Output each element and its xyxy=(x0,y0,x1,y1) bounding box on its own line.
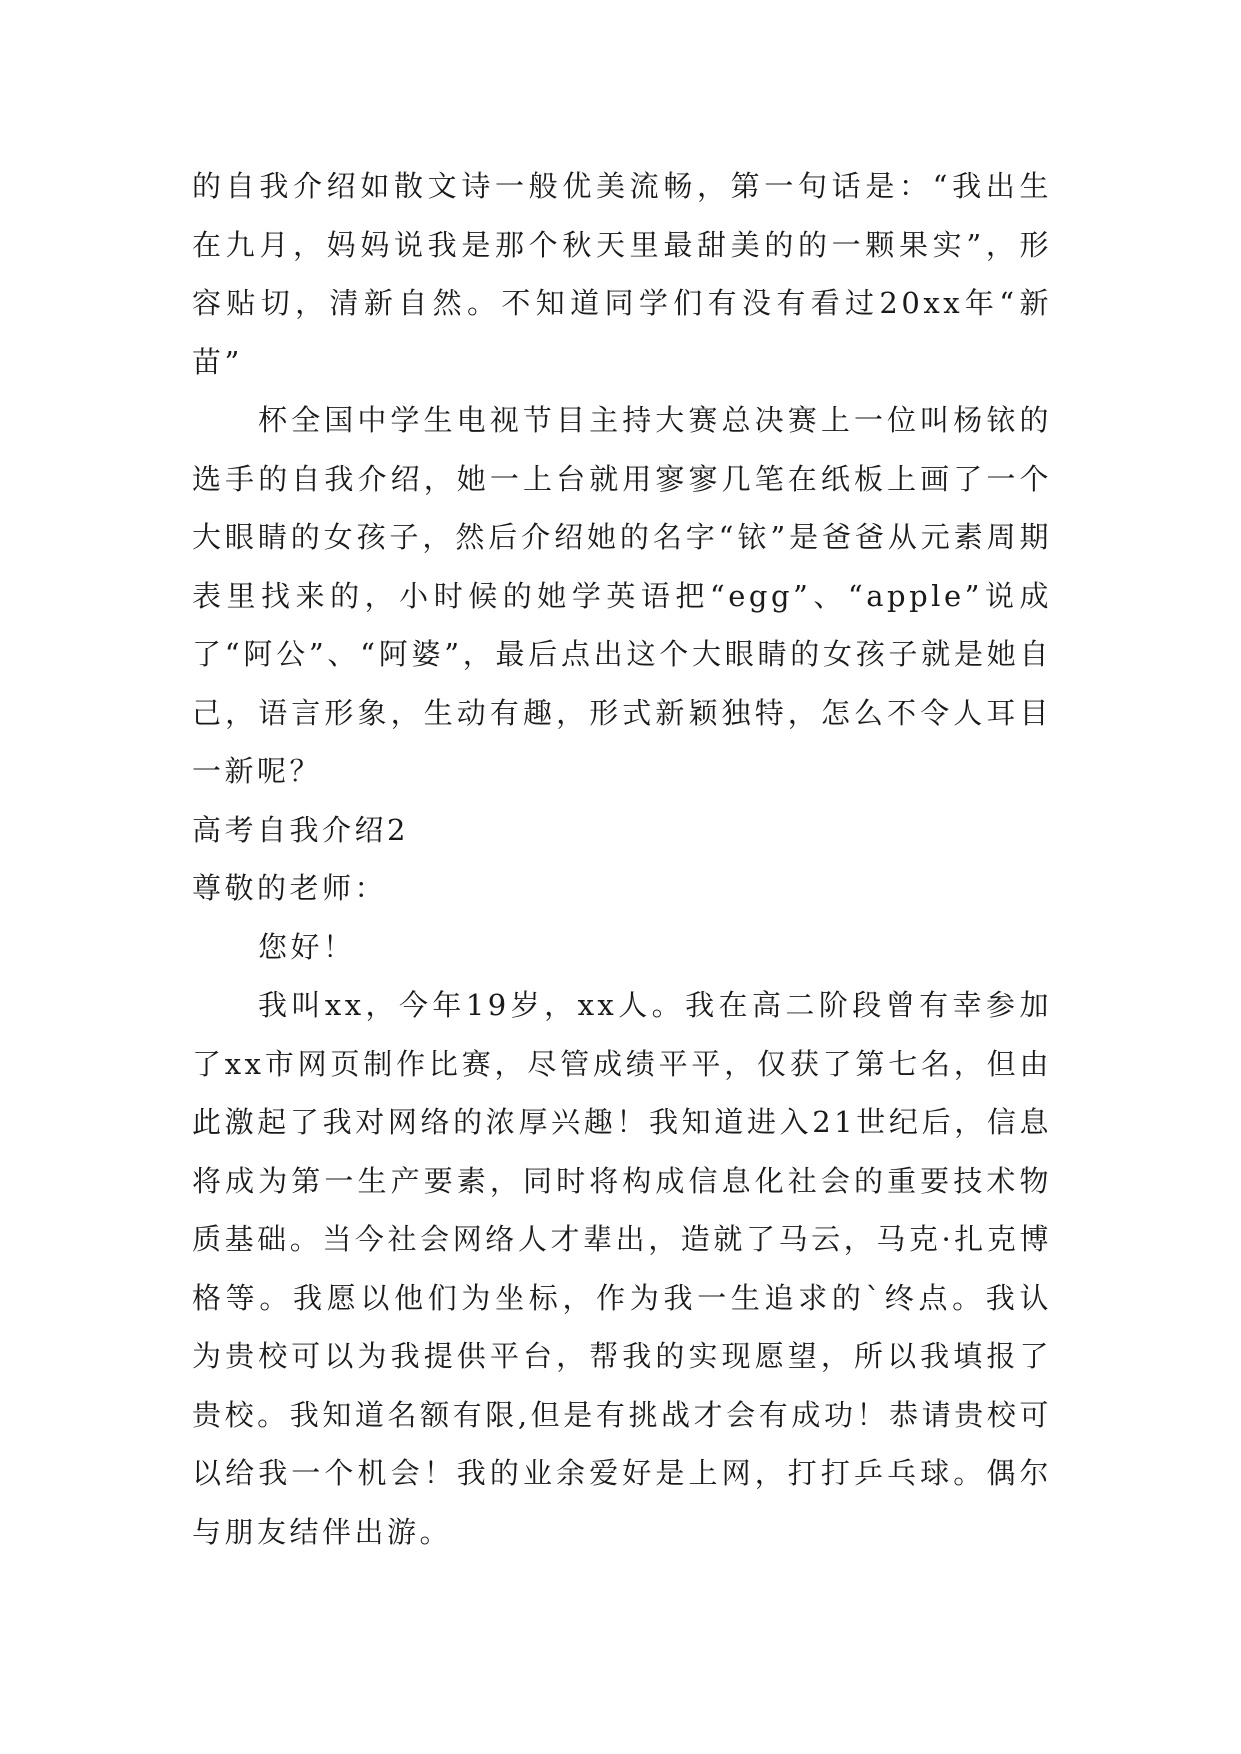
greeting: 您好！ xyxy=(258,929,356,964)
paragraph-self-introduction: 我叫xx，今年19岁，xx人。我在高二阶段曾有幸参加了xx市网页制作比赛，尽管成绩平平，仅获了第七名，但由此激起了我对网络的浓厚兴趣！我知道进入21世纪后，信息将成为第一生产要素，同时将构成信息化社会的重要技术物质基础。当今社会网络人才辈出，造就了马云，马克·扎克博格等。我愿以他们为坐标，作为我一生追求的`终点。我认为贵校可以为我提供平台，帮我的实现愿望，所以我填报了贵校。我知道名额有限,但是有挑战才会有成功！恭请贵校可以给我一个机会！我的业余爱好是上网，打打乒乓球。偶尔与朋友结伴出游。 xyxy=(192,988,1052,1549)
paragraph-continuation: 的自我介绍如散文诗一般优美流畅，第一句话是：“我出生在九月，妈妈说我是那个秋天里最甜美的的一颗果实”，形容贴切，清新自然。不知道同学们有没有看过20xx年“新苗” xyxy=(192,169,1052,379)
salutation: 尊敬的老师： xyxy=(192,871,388,905)
section-heading: 高考自我介绍2 xyxy=(192,812,409,847)
document-body xyxy=(192,157,1052,1561)
paragraph-example: 杯全国中学生电视节目主持大赛总决赛上一位叫杨铱的选手的自我介绍，她一上台就用寥寥几笔在纸板上画了一个大眼睛的女孩子，然后介绍她的名字“铱”是爸爸从元素周期表里找来的，小时候的她学英语把“egg”、“apple”说成了“阿公”、“阿婆”，最后点出这个大眼睛的女孩子就是她自己，语言形象，生动有趣，形式新颖独特，怎么不令人耳目一新呢？ xyxy=(192,403,1052,788)
